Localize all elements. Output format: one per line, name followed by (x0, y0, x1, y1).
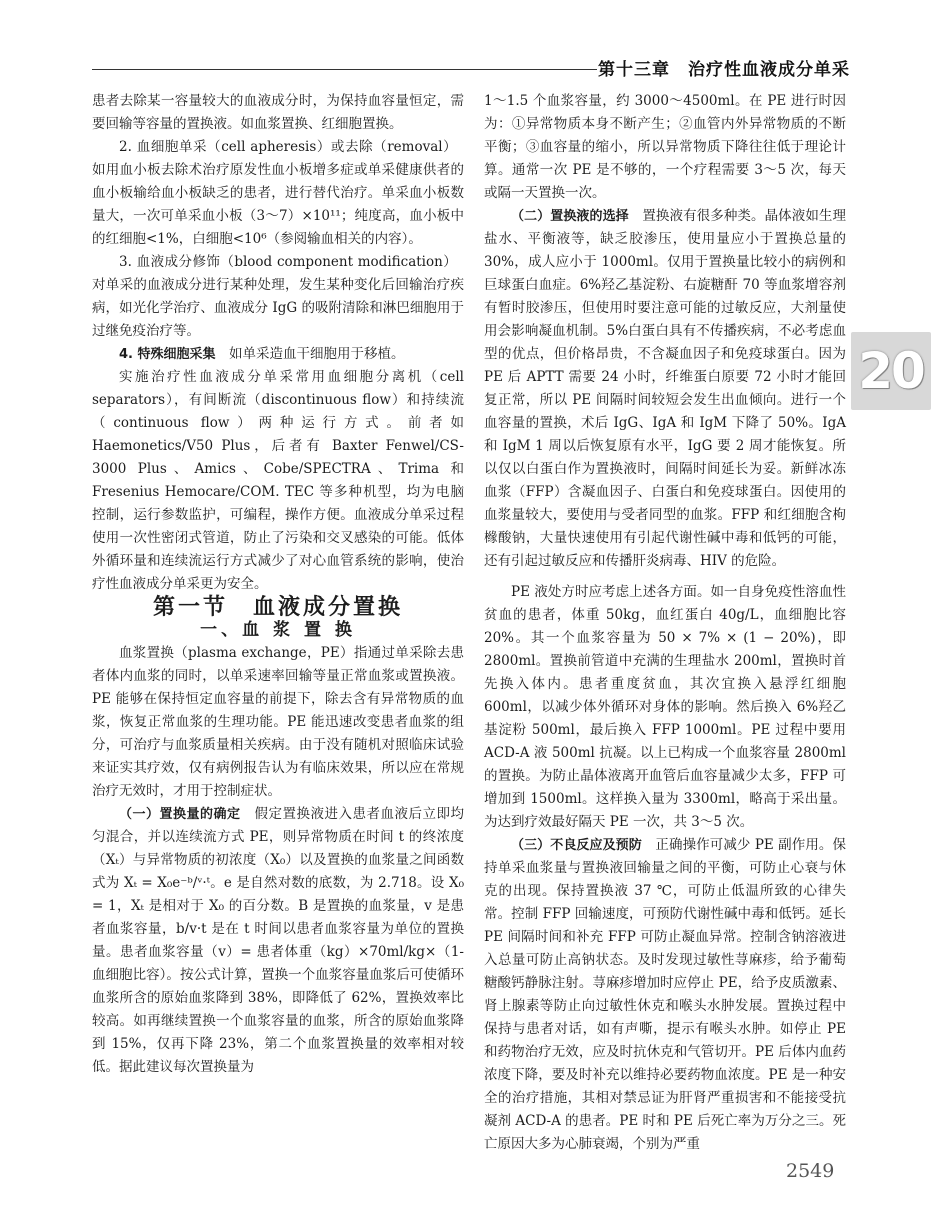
item-body: 如单采造血干细胞用于移植。 (215, 346, 405, 362)
subsection-adverse-reactions (484, 834, 846, 1156)
left-column (92, 90, 464, 1079)
paragraph: 实施治疗性血液成分单采常用血细胞分离机（cell separators），有间断流（discontinuous flow）和持续流（continuous flow）两种运行方式。前者如 Haemonetics/V50 Plus，后者有 Baxter Fenwel/CS-3000 Plus、Amics、Cobe/SPECTRA、Trima 和 Fresenius Hemocare/COM. TEC 等多种机型，均为电脑控制，运行参数监护，可编程，操作方便。血液成分单采过程使用一次性密闭式管道，防止了污染和交叉感染的可能。低体外循环量和连续流运行方式减少了对心血管系统的影响，使治疗性血液成分单采更为安全。 (92, 369, 464, 592)
list-item-cell-apheresis (92, 136, 464, 251)
item-heading: 2. 血细胞单采（cell apheresis）或去除（removal） (119, 139, 451, 155)
subsection-exchange-volume (92, 803, 464, 1079)
subsection-title: 一、血 浆 置 换 (200, 620, 356, 640)
chapter-tab-number: 20 (858, 342, 924, 400)
item-heading: （一）置换量的确定 (119, 807, 241, 822)
item-body: 对单采的血液成分进行某种处理，发生某种变化后回输治疗疾病，如光化学治疗、血液成分 IgG 的吸附清除和淋巴细胞用于过继免疫治疗等。 (92, 254, 464, 339)
item-body: 置换液有很多种类。晶体液如生理盐水、平衡液等，缺乏胶渗压，使用量应小于置换总量的 30%，成人应小于 1000ml。仅用于置换量比较小的病例和巨球蛋白血症。6%羟乙基淀粉、右旋糖酐 70 等血浆增容剂有暂时胶渗压，但使用时要注意可能的过敏反应，大剂量使用会影响凝血机制。5%白蛋白具有不传播疾病，不必考虑血型的优点，但价格昂贵，不含凝血因子和免疫球蛋白。因为 PE 后 APTT 需要 24 小时，纤维蛋白原要 72 小时才能回复正常，所以 PE 间隔时间较短会发生出血倾向。进行一个血容量的置换，术后 IgG、IgA 和 IgM 下降了 50%。IgA 和 IgM 1 周以后恢复原有水平，IgG 要 2 周才能恢复。所以仅以白蛋白作为置换液时，间隔时间延长为妥。新鲜冰冻血浆（FFP）含凝血因子、白蛋白和免疫球蛋白。因使用的血浆量较大，要使用与受者同型的血浆。FFP 和红细胞含枸橼酸钠，大量快速使用有引起代谢性碱中毒和低钙的可能，还有引起过敏反应和传播肝炎病毒、HIV 的危险。 (484, 208, 846, 569)
section-title: 第一节 血液成分置换 (152, 594, 403, 620)
paragraph: 血浆置换（plasma exchange，PE）指通过单采除去患者体内血浆的同时，以单采速率回输等量正常血浆或置换液。PE 能够在保持恒定血容量的前提下，除去含有异常物质的血浆，恢复正常血浆的生理功能。PE 能迅速改变患者血浆的组分，可治疗与血浆质量相关疾病。由于没有随机对照临床试验来证实其疗效，仅有病例报告认为有临床效果，所以应在常规治疗无效时，才用于控制症状。 (92, 645, 464, 799)
chapter-title: 第十三章 治疗性血液成分单采 (598, 60, 850, 80)
chapter-tab (851, 332, 931, 410)
list-item-special-collection (92, 343, 464, 366)
paragraph: 患者去除某一容量较大的血液成分时，为保持血容量恒定，需要回输等容量的置换液。如血浆置换、红细胞置换。 (92, 93, 464, 132)
item-body: 正确操作可减少 PE 副作用。保持单采血浆量与置换液回输量之间的平衡，可防止心衰与休克的出现。保持置换液 37 ℃，可防止低温所致的心律失常。控制 FFP 回输速度，可预防代谢性碱中毒和低钙。延长 PE 间隔时间和补充 FFP 可防止凝血异常。控制含钠溶液进入总量可防止高钠状态。及时发现过敏性荨麻疹，给予葡萄糖酸钙静脉注射。荨麻疹增加时应停止 PE，给予皮质激素、肾上腺素等防止向过敏性休克和喉头水肿发展。置换过程中保持与患者对话，如有声嘶，提示有喉头水肿。如停止 PE 和药物治疗无效，应及时抗休克和气管切开。PE 后体内血药浓度下降，要及时补充以维持必要药物血浓度。PE 是一种安全的治疗措施，其相对禁忌证为肝肾严重损害和不能接受抗凝剂 ACD-A 的患者。PE 时和 PE 后死亡率为万分之三。死亡原因大多为心肺衰竭，个别为严重 (484, 837, 846, 1152)
item-heading: （二）置换液的选择 (511, 209, 629, 224)
list-item-component-modification (92, 251, 464, 343)
item-heading: 3. 血液成分修饰（blood component modification） (119, 254, 451, 270)
page-header (92, 58, 850, 82)
paragraph: PE 液处方时应考虑上述各方面。如一自身免疫性溶血性贫血的患者，体重 50kg，血红蛋白 40g/L，血细胞比容 20%。其一个血浆容量为 50 × 7% × (1 − 20%)，即 2800ml。置换前管道中充满的生理盐水 200ml，置换时首先换入体内。患者重度贫血，其次宜换入悬浮红细胞 600ml，以减少体外循环对身体的影响。然后换入 6%羟乙基淀粉 500ml，最后换入 FFP 1000ml。PE 过程中要用 ACD-A 液 500ml 抗凝。以上已构成一个血浆容量 2800ml 的置换。为防止晶体液离开血管后血容量减少太多，FFP 可增加到 1500ml。这样换入量为 3300ml，略高于采出量。为达到疗效最好隔天 PE 一次，共 3～5 次。 (484, 584, 846, 830)
right-column (484, 90, 846, 1156)
item-heading: 4. 特殊细胞采集 (119, 347, 216, 362)
header-rule (92, 69, 597, 70)
subsection-replacement-fluid (484, 205, 846, 573)
page-number: 2549 (786, 1160, 835, 1182)
item-body: 假定置换液进入患者血液后立即均匀混合，并以连续流方式 PE，则异常物质在时间 t 的终浓度（Xₜ）与异常物质的初浓度（X₀）以及置换的血浆量之间函数式为 Xₜ = X₀e⁻ᵇ/ᵛ·ᵗ。e 是自然对数的底数，为 2.718。设 X₀ = 1，Xₜ 是相对于 X₀ 的百分数。B 是置换的血浆量，v 是患者血浆容量，b/v·t 是在 t 时间以患者血浆容量为单位的置换量。患者血浆容量（v）= 患者体重（kg）×70ml/kg×（1-血细胞比容）。按公式计算，置换一个血浆容量血浆后可使循环血浆所含的原始血浆降到 38%，即降低了 62%，置换效率比较高。如再继续置换一个血浆容量的血浆，所含的原始血浆降到 15%，仅再下降 23%，第二个血浆置换量的效率相对较低。据此建议每次置换量为 (92, 806, 464, 1075)
paragraph: 1～1.5 个血浆容量，约 3000～4500ml。在 PE 进行时因为：①异常物质本身不断产生；②血管内外异常物质的不断平衡；③血容量的缩小，所以异常物质下降往往低于理论计算。通常一次 PE 是不够的，一个疗程需要 3～5 次，每天或隔一天置换一次。 (484, 93, 846, 201)
item-heading: （三）不良反应及预防 (511, 838, 642, 853)
item-body: 如用血小板去除术治疗原发性血小板增多症或单采健康供者的血小板输给血小板缺乏的患者，进行替代治疗。单采血小板数量大，一次可单采血小板（3～7）×10¹¹；纯度高，血小板中的红细胞<1%，白细胞<10⁶（参阅输血相关的内容）。 (92, 139, 464, 247)
